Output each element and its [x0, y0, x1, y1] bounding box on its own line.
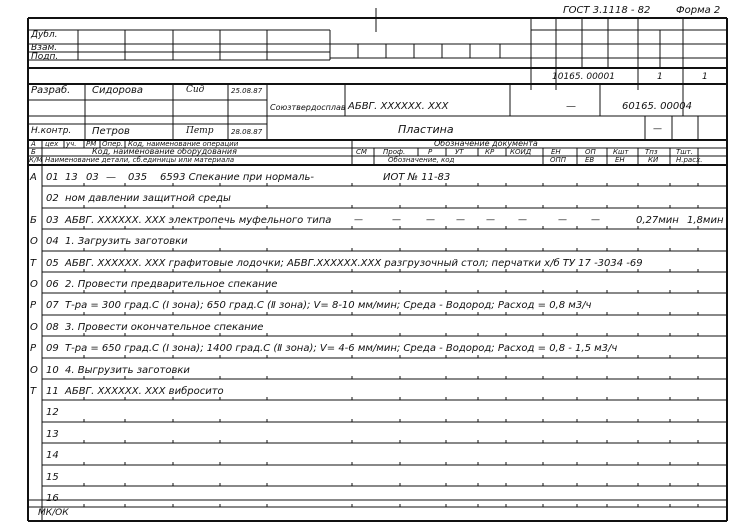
col-code: Обозначение, код — [388, 156, 455, 164]
row-number: 04 — [46, 236, 59, 247]
row-text: АБВГ. XXXXXX. XXX графитовые лодочки; АБВГ.XXXXXX.XXX разгрузочный стол; перчатки х/б ТУ 17 -3034 -69 — [65, 258, 643, 269]
col-opp: ОПП — [550, 156, 567, 164]
row-marker: Т — [30, 258, 37, 269]
col-ceh: цех — [45, 140, 59, 148]
row-text: 3. Провести окончательное спекание — [65, 322, 264, 333]
developed-signature: Сид — [186, 85, 205, 95]
row-marker: Р — [30, 343, 37, 354]
row-marker: А — [30, 172, 37, 183]
row-number: 11 — [46, 386, 59, 397]
col-r: Р — [428, 148, 433, 156]
sheets-count: 1 — [702, 72, 708, 82]
vzam-label: Взам. — [31, 43, 58, 53]
control-name: Петров — [92, 126, 130, 137]
row-number: 07 — [46, 300, 59, 311]
col-part: Наименование детали, сб.единицы или материала — [45, 156, 235, 164]
col-en: ЕН — [551, 148, 561, 156]
row-number: 09 — [46, 343, 59, 354]
col-ev: ЕВ — [585, 156, 595, 164]
control-date: 28.08.87 — [231, 128, 263, 136]
row-number: 01 — [46, 172, 59, 183]
code-two: 60165. 00004 — [622, 101, 692, 112]
row-text: АБВГ. XXXXXX. XXX электропечь муфельного типа — [65, 215, 332, 226]
dubl-label: Дубл. — [31, 30, 58, 40]
doc-number: 10165. 00001 — [552, 72, 615, 82]
row-text: 4. Выгрузить заготовки — [65, 365, 190, 376]
dash-cell: — — [566, 101, 576, 112]
col-uch: уч. — [66, 140, 77, 148]
row-text: Т-ра = 650 град.С (Ⅰ зона); 1400 град.С (Ⅱ зона); V= 4-6 мм/мин; Среда - Водород; Расход = 0,8 - 1,5 м3/ч — [65, 343, 618, 354]
row-dash: — — [392, 215, 401, 225]
col-tsht: Тшт. — [676, 148, 693, 156]
row-text: Т-ра = 300 град.С (Ⅰ зона); 650 град.С (Ⅱ зона); V= 8-10 мм/мин; Среда - Водород; Расход = 0,8 м3/ч — [65, 300, 592, 311]
row-dash: — — [518, 215, 527, 225]
marker-b: Б — [31, 148, 36, 156]
row-number: 14 — [46, 450, 59, 461]
row-dash: — — [591, 215, 600, 225]
form-label: Форма 2 — [676, 5, 721, 16]
part-name: Пластина — [398, 123, 454, 136]
row-number: 10 — [46, 365, 59, 376]
col-rm: РМ — [86, 140, 97, 148]
col-ki: КИ — [648, 156, 659, 164]
row-uch: 03 — [86, 172, 99, 183]
row-number: 02 — [46, 193, 59, 204]
col-kr: КР — [485, 148, 495, 156]
developed-label: Разраб. — [31, 85, 71, 96]
dash-cell-2: — — [653, 124, 662, 134]
marker-a: А — [31, 140, 36, 148]
row-number: 05 — [46, 258, 59, 269]
row-oper: 035 — [128, 172, 148, 183]
row-dash: — — [354, 215, 363, 225]
row-dash: — — [426, 215, 435, 225]
row-number: 12 — [46, 407, 59, 418]
row-dash: — — [558, 215, 567, 225]
row-tsht: 1,8мин — [687, 215, 724, 226]
col-nrash: Н.расх. — [676, 156, 703, 164]
col-equipment: Код, наименование оборудования — [92, 147, 237, 156]
row-number: 15 — [46, 472, 59, 483]
row-number: 16 — [46, 493, 59, 504]
row-number: 06 — [46, 279, 59, 290]
row-dash: — — [456, 215, 465, 225]
control-signature: Петр — [186, 126, 214, 136]
row-document: ИОТ № 11-83 — [383, 172, 451, 183]
row-text: АБВГ. XXXXXX. XXX вибросито — [65, 386, 224, 397]
row-number: 03 — [46, 215, 59, 226]
col-en-2: ЕН — [615, 156, 625, 164]
row-marker: Б — [30, 215, 37, 226]
row-marker: О — [30, 236, 38, 247]
footer-label: МК/ОК — [38, 508, 69, 518]
col-prof: Проф. — [383, 148, 406, 156]
organization: Союзтвердосплав — [270, 103, 346, 112]
col-tpz: Тпз — [645, 148, 658, 156]
row-text: ном давлении защитной среды — [65, 193, 231, 204]
col-sm: СМ — [356, 148, 367, 156]
row-text: 1. Загрузить заготовки — [65, 236, 188, 247]
col-op-name: Код, наименование операции — [128, 140, 239, 148]
developed-date: 25.08.87 — [231, 87, 263, 95]
row-rm: — — [106, 172, 116, 183]
row-marker: О — [30, 279, 38, 290]
col-kst: Кшт — [613, 148, 629, 156]
row-text: 2. Провести предварительное спекание — [65, 279, 278, 290]
gost-label: ГОСТ 3.1118 - 82 — [563, 5, 651, 16]
marker-km: К/М — [29, 156, 43, 164]
col-koid: КОИД — [510, 148, 532, 156]
row-marker: Р — [30, 300, 37, 311]
control-label: Н.контр. — [31, 126, 72, 136]
col-op: ОП — [585, 148, 596, 156]
col-docs: Обозначение документа — [434, 139, 538, 148]
col-oper: Опер. — [102, 140, 124, 148]
row-marker: О — [30, 365, 38, 376]
podp-label: Подп. — [31, 52, 59, 62]
row-dash: — — [486, 215, 495, 225]
sheet-number: 1 — [657, 72, 663, 82]
row-operation: 6593 Спекание при нормаль- — [160, 172, 314, 183]
row-number: 13 — [46, 429, 59, 440]
row-marker: Т — [30, 386, 37, 397]
col-ut: УТ — [455, 148, 464, 156]
developed-name: Сидорова — [92, 85, 144, 96]
row-tpz: 0,27мин — [636, 215, 679, 226]
row-marker: О — [30, 322, 38, 333]
designation: АБВГ. XXXXXX. XXX — [348, 101, 449, 112]
row-number: 08 — [46, 322, 59, 333]
row-ceh: 13 — [65, 172, 78, 183]
